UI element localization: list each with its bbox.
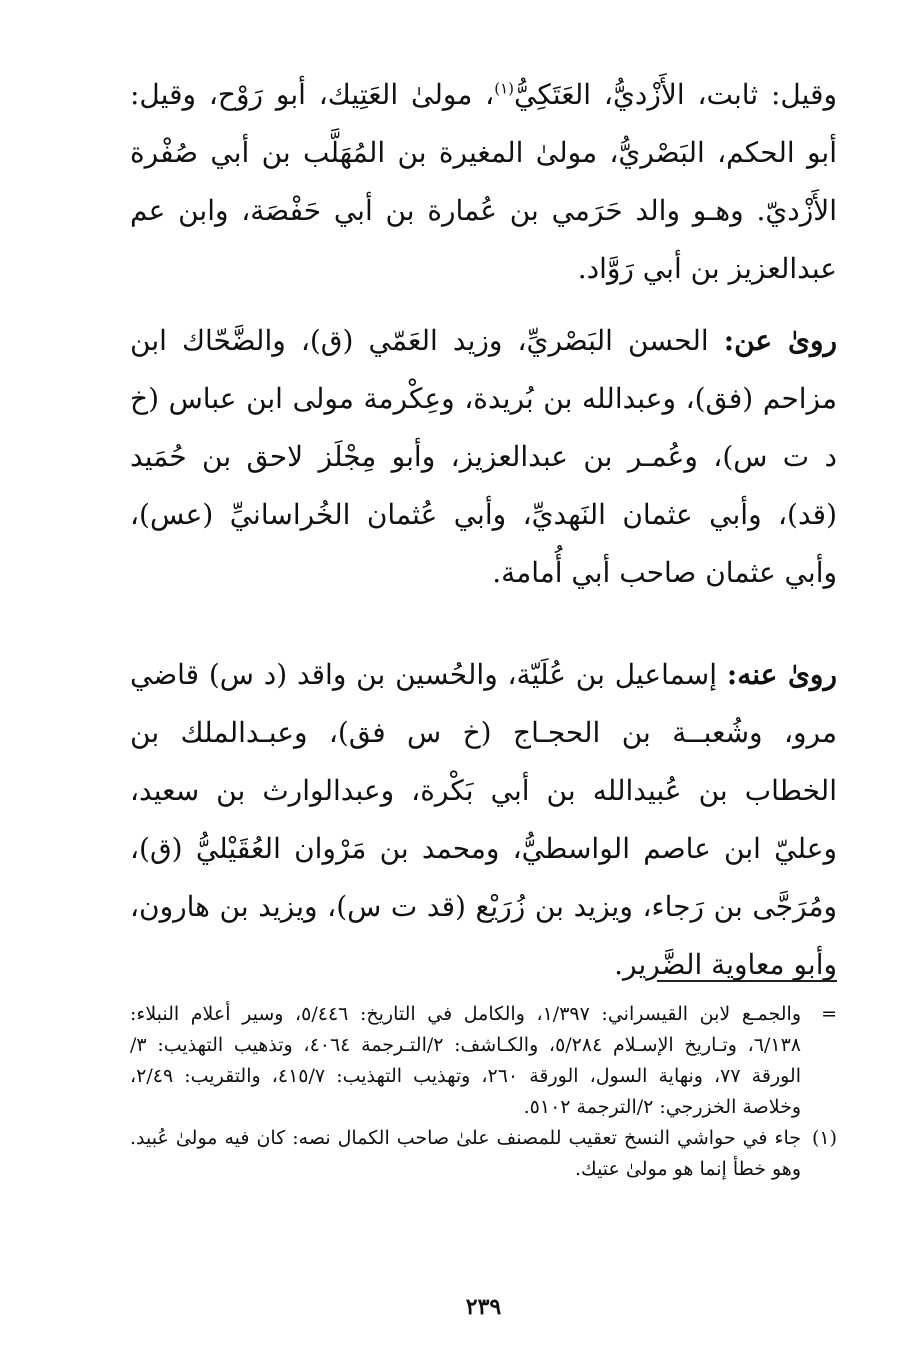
footnote-continuation	[130, 999, 837, 1123]
continuation-mark: =	[821, 1003, 837, 1025]
footnote-1-text: جاء في حواشي النسخ تعقيب للمصنف علىٰ صاحب الكمال نصه: كان فيه مولىٰ عُبيد. وهو خطأ إنما هو مولىٰ عتيك.	[130, 1127, 801, 1180]
footnote-reference[interactable]: (١)	[494, 79, 514, 98]
narrated-by-heading: روىٰ عنه:	[726, 658, 837, 691]
paragraph-names	[130, 66, 837, 298]
footnote-1-mark: (١)	[811, 1127, 837, 1149]
narrated-from-text: الحسن البَصْريِّ، وزيد العَمّي (ق)، والضَّحّاك ابن مزاحم (فق)، وعبدالله بن بُريدة، وعِكْرمة مولى ابن عباس (خ د ت س)، وعُمـر بن عبدالعزيز، وأبو مِجْلَز لاحق بن حُمَيد (قد)، وأبي عثمان النَهديِّ، وأبي عُثمان الخُراسانيِّ (عس)، وأبي عثمان صاحب أبي أُمامة.	[130, 324, 837, 589]
footnotes-section	[130, 999, 837, 1185]
page-number: ٢٣٩	[465, 1294, 502, 1320]
paragraph-narrated-by	[130, 646, 837, 994]
book-page	[130, 66, 837, 1347]
narrated-from-heading: روىٰ عن:	[723, 324, 837, 357]
names-text-rest: ، مولىٰ العَتِيك، أبو رَوْح، وقيل: أبو الحكم، البَصْريُّ، مولىٰ المغيرة بن المُهَلَّب بن أبي صُفْرة الأَزْديّ. وهـو والد حَرَمي بن عُمارة بن أبي حَفْصَة، وابن عم عبدالعزيز بن أبي رَوَّاد.	[130, 78, 837, 285]
narrated-by-text: إسماعيل بن عُلَيّة، والحُسين بن واقد (د س) قاضي مرو، وشُعبــة بن الحجـاج (خ س فق)، وعبـدالملك بن الخطاب بن عُبيدالله بن أبي بَكْرة، وعبدالوارث بن سعيد، وعليّ ابن عاصم الواسطيُّ، ومحمد بن مَرْوان العُقَيْليُّ (ق)، ومُرَجَّى بن رَجاء، ويزيد بن زُرَيْع (قد ت س)، ويزيد بن هارون، وأبو معاوية الضَّرير.	[130, 658, 837, 981]
footnote-1	[130, 1123, 837, 1185]
names-text: وقيل: ثابت، الأَزْديُّ، العَتَكِيُّ	[514, 78, 837, 111]
continuation-text: والجمـع لابن القيسراني: ١/٣٩٧، والكامل في التاريخ: ٥/٤٤٦، وسير أعلام النبلاء: ٦/١٣٨، وتـاريخ الإسـلام ٥/٢٨٤، والكـاشف: ٢/التـرجمة ٤٠٦٤، وتذهيب التهذيب: ٣/الورقة ٧٧، ونهاية السول، الورقة ٢٦٠، وتهذيب التهذيب: ٤١٥/٧، والتقريب: ٢/٤٩، وخلاصة الخزرجي: ٢/الترجمة ٥١٠٢.	[130, 1003, 801, 1118]
paragraph-narrated-from	[130, 312, 837, 602]
footnote-separator	[657, 980, 837, 982]
